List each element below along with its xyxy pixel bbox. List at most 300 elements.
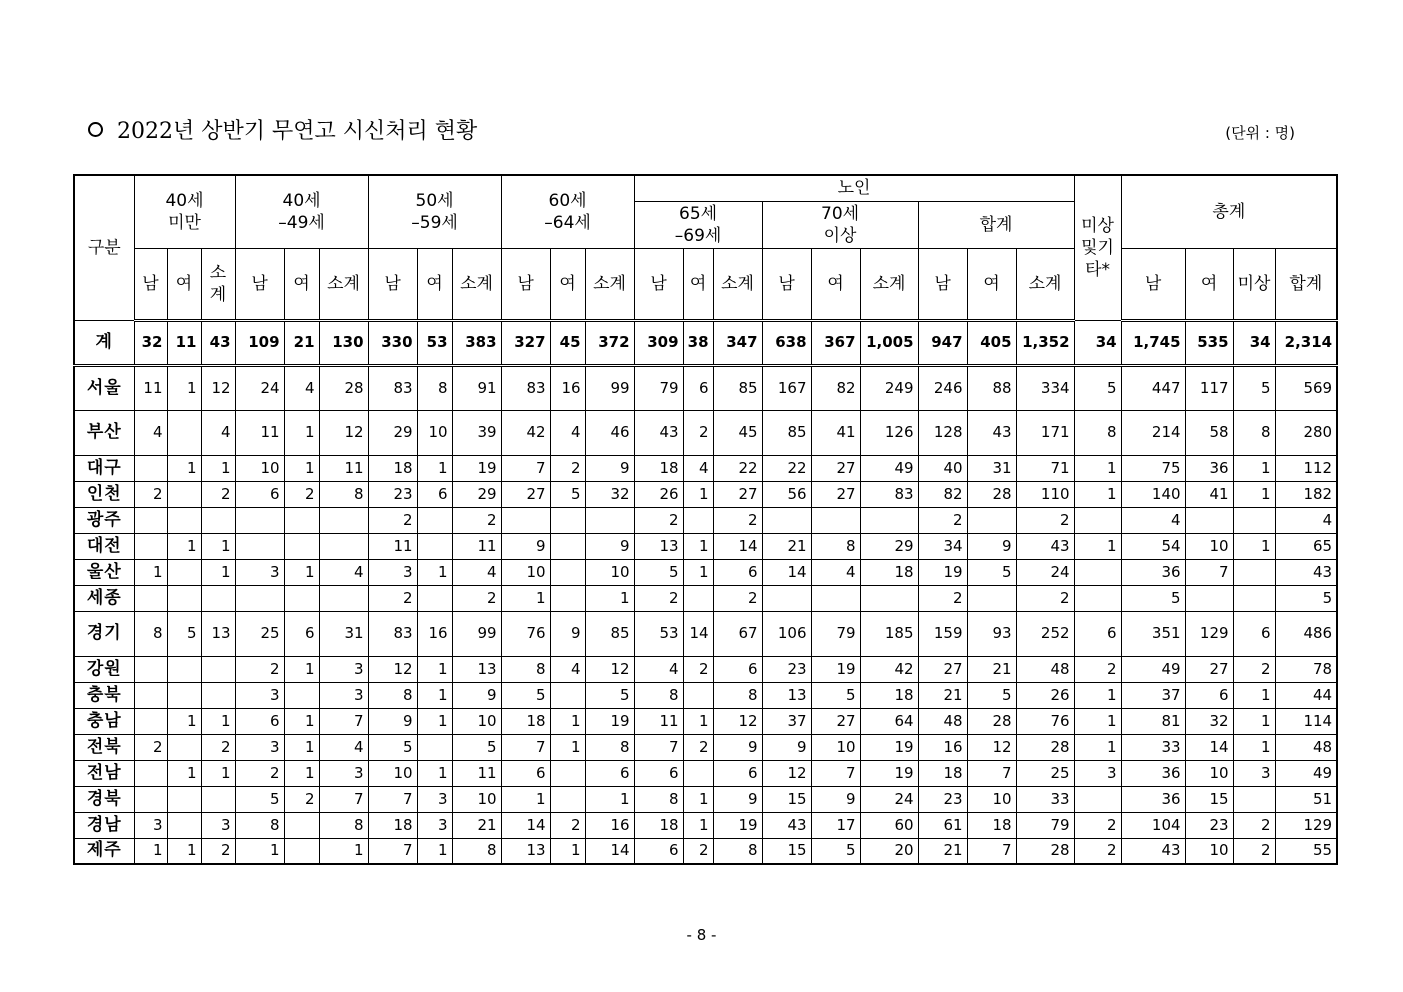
table-cell: 18: [860, 559, 918, 585]
table-cell: 24: [1016, 559, 1074, 585]
table-cell: 1: [417, 455, 452, 481]
table-cell: 58: [1185, 410, 1233, 455]
table-cell: 1: [284, 559, 319, 585]
table-cell: 5: [550, 481, 585, 507]
table-cell: 7: [967, 760, 1016, 786]
table-cell: 1: [1074, 682, 1121, 708]
table-cell: 21: [918, 682, 967, 708]
table-cell: 2: [452, 507, 501, 533]
table-cell: 2: [1074, 812, 1121, 838]
table-cell: 18: [860, 682, 918, 708]
table-cell: 1: [1074, 708, 1121, 734]
table-cell: 11: [235, 410, 284, 455]
table-cell: 61: [918, 812, 967, 838]
table-cell: 8: [417, 365, 452, 410]
table-cell: 3: [417, 786, 452, 812]
table-cell: 5: [1275, 585, 1337, 611]
table-cell: 10: [452, 708, 501, 734]
table-cell: 12: [585, 656, 634, 682]
table-cell: 2: [683, 656, 713, 682]
table-cell: 2: [368, 585, 417, 611]
table-cell: 3: [319, 760, 368, 786]
table-cell: [167, 481, 201, 507]
table-cell: 372: [585, 320, 634, 365]
table-cell: [1074, 507, 1121, 533]
table-cell: 99: [585, 365, 634, 410]
table-cell: [284, 507, 319, 533]
table-cell: [134, 507, 167, 533]
header-male: 남: [1121, 248, 1185, 320]
table-cell: 9: [585, 533, 634, 559]
table-cell: 1: [550, 838, 585, 864]
table-cell: 11: [134, 365, 167, 410]
table-cell: 1: [417, 708, 452, 734]
table-cell: [284, 533, 319, 559]
table-cell: 18: [967, 812, 1016, 838]
table-cell: 367: [811, 320, 860, 365]
table-cell: 88: [967, 365, 1016, 410]
table-cell: 7: [501, 455, 550, 481]
table-cell: 7: [368, 838, 417, 864]
table-cell: 21: [284, 320, 319, 365]
header-male: 남: [368, 248, 417, 320]
table-cell: 3: [319, 656, 368, 682]
table-cell: 10: [1185, 838, 1233, 864]
table-cell: 6: [1074, 611, 1121, 656]
table-cell: 8: [713, 838, 762, 864]
row-header: 계: [74, 320, 134, 365]
table-cell: 44: [1275, 682, 1337, 708]
table-row: [74, 611, 1337, 656]
table-cell: 1: [167, 365, 201, 410]
table-cell: 27: [811, 708, 860, 734]
table-cell: 64: [860, 708, 918, 734]
header-subtotal: 소계: [319, 248, 368, 320]
header-female: 여: [417, 248, 452, 320]
table-cell: 2: [1016, 507, 1074, 533]
table-cell: 4: [550, 410, 585, 455]
table-cell: 6: [634, 760, 683, 786]
row-header: 광주: [74, 507, 134, 533]
table-cell: 10: [235, 455, 284, 481]
table-cell: 8: [319, 481, 368, 507]
table-cell: 10: [1185, 533, 1233, 559]
table-cell: 486: [1275, 611, 1337, 656]
table-cell: [683, 507, 713, 533]
table-cell: 53: [417, 320, 452, 365]
table-cell: 1: [319, 838, 368, 864]
table-cell: 28: [967, 708, 1016, 734]
table-cell: 1: [201, 455, 235, 481]
table-cell: [201, 507, 235, 533]
table-cell: [201, 656, 235, 682]
table-cell: 33: [1016, 786, 1074, 812]
table-cell: 1: [417, 559, 452, 585]
table-cell: 2: [550, 455, 585, 481]
table-cell: 1: [683, 559, 713, 585]
table-cell: 8: [134, 611, 167, 656]
header-male: 남: [235, 248, 284, 320]
table-cell: 31: [319, 611, 368, 656]
table-cell: 6: [235, 708, 284, 734]
table-cell: 110: [1016, 481, 1074, 507]
table-cell: 13: [501, 838, 550, 864]
table-cell: [550, 786, 585, 812]
table-cell: 13: [634, 533, 683, 559]
table-cell: 85: [585, 611, 634, 656]
table-cell: 83: [368, 365, 417, 410]
table-cell: 10: [368, 760, 417, 786]
table-cell: 15: [1185, 786, 1233, 812]
row-header: 인천: [74, 481, 134, 507]
table-cell: 3: [235, 734, 284, 760]
table-cell: [134, 760, 167, 786]
table-cell: 65: [1275, 533, 1337, 559]
table-cell: 49: [1275, 760, 1337, 786]
table-cell: 8: [235, 812, 284, 838]
table-cell: [235, 585, 284, 611]
table-cell: 12: [762, 760, 811, 786]
table-cell: 25: [1016, 760, 1074, 786]
table-cell: 114: [1275, 708, 1337, 734]
table-cell: 19: [452, 455, 501, 481]
table-cell: 43: [762, 812, 811, 838]
header-female: 여: [683, 248, 713, 320]
table-cell: 4: [634, 656, 683, 682]
table-cell: 2: [683, 734, 713, 760]
table-cell: 535: [1185, 320, 1233, 365]
table-cell: 42: [860, 656, 918, 682]
table-cell: [1074, 585, 1121, 611]
header-elderly-sum: 합계: [918, 201, 1074, 248]
row-header: 제주: [74, 838, 134, 864]
table-cell: 15: [762, 786, 811, 812]
table-cell: 1: [167, 455, 201, 481]
table-cell: 6: [417, 481, 452, 507]
table-cell: [811, 507, 860, 533]
table-cell: 109: [235, 320, 284, 365]
table-cell: 12: [319, 410, 368, 455]
table-cell: 27: [1185, 656, 1233, 682]
table-row: [74, 559, 1337, 585]
header-male: 남: [762, 248, 811, 320]
table-cell: 19: [860, 760, 918, 786]
table-cell: 5: [811, 682, 860, 708]
table-cell: 6: [713, 559, 762, 585]
table-cell: [134, 656, 167, 682]
table-cell: 1: [585, 585, 634, 611]
table-cell: 5: [1121, 585, 1185, 611]
header-gubun: 구분: [74, 175, 134, 320]
table-cell: 12: [967, 734, 1016, 760]
table-cell: 5: [368, 734, 417, 760]
table-cell: 60: [860, 812, 918, 838]
table-cell: 43: [967, 410, 1016, 455]
table-cell: 83: [368, 611, 417, 656]
table-cell: 3: [134, 812, 167, 838]
table-cell: 8: [811, 533, 860, 559]
table-cell: [319, 507, 368, 533]
table-cell: 1: [1074, 533, 1121, 559]
circle-bullet-icon: [88, 122, 103, 137]
table-cell: 1,745: [1121, 320, 1185, 365]
table-cell: 2: [683, 410, 713, 455]
table-cell: 13: [762, 682, 811, 708]
table-cell: 43: [1016, 533, 1074, 559]
table-cell: 1: [585, 786, 634, 812]
table-cell: 2: [201, 734, 235, 760]
table-cell: 3: [235, 682, 284, 708]
table-cell: 29: [452, 481, 501, 507]
table-cell: 1: [167, 838, 201, 864]
table-cell: 15: [762, 838, 811, 864]
table-cell: [284, 682, 319, 708]
table-cell: 20: [860, 838, 918, 864]
header-unknown: 미상: [1233, 248, 1275, 320]
table-cell: 25: [235, 611, 284, 656]
table-cell: 9: [967, 533, 1016, 559]
table-cell: 330: [368, 320, 417, 365]
table-cell: 2: [713, 507, 762, 533]
table-cell: [167, 682, 201, 708]
table-cell: 28: [967, 481, 1016, 507]
table-cell: 11: [167, 320, 201, 365]
table-cell: 71: [1016, 455, 1074, 481]
header-female: 여: [284, 248, 319, 320]
table-cell: 79: [1016, 812, 1074, 838]
table-cell: 82: [811, 365, 860, 410]
table-cell: 1: [201, 533, 235, 559]
table-cell: [585, 507, 634, 533]
table-cell: 85: [762, 410, 811, 455]
table-cell: 19: [713, 812, 762, 838]
header-subtotal: 소계: [713, 248, 762, 320]
table-cell: [501, 507, 550, 533]
table-cell: 6: [634, 838, 683, 864]
table-cell: 10: [452, 786, 501, 812]
table-cell: 2: [284, 481, 319, 507]
table-cell: 51: [1275, 786, 1337, 812]
header-female: 여: [811, 248, 860, 320]
table-row: [74, 481, 1337, 507]
table-cell: 569: [1275, 365, 1337, 410]
page-title: [88, 114, 477, 145]
table-cell: [550, 760, 585, 786]
table-cell: 8: [585, 734, 634, 760]
table-cell: 17: [811, 812, 860, 838]
table-cell: 4: [811, 559, 860, 585]
table-cell: 9: [501, 533, 550, 559]
table-cell: 78: [1275, 656, 1337, 682]
header-male: 남: [134, 248, 167, 320]
table-cell: 2: [134, 481, 167, 507]
unit-label: (단위 : 명): [1225, 124, 1295, 142]
table-cell: 3: [319, 682, 368, 708]
table-cell: [284, 838, 319, 864]
header-60-64: 60세 –64세: [501, 175, 634, 248]
table-cell: 18: [368, 455, 417, 481]
table-cell: 22: [713, 455, 762, 481]
table-cell: 27: [713, 481, 762, 507]
table-row: [74, 455, 1337, 481]
table-cell: [417, 734, 452, 760]
table-cell: [1233, 507, 1275, 533]
table-cell: 246: [918, 365, 967, 410]
header-subtotal: 소계: [201, 248, 235, 320]
table-row: [74, 533, 1337, 559]
table-cell: 5: [235, 786, 284, 812]
table-cell: 2: [634, 507, 683, 533]
table-cell: 8: [1074, 410, 1121, 455]
table-row: [74, 507, 1337, 533]
table-cell: 3: [417, 812, 452, 838]
table-cell: 14: [501, 812, 550, 838]
table-cell: 36: [1121, 786, 1185, 812]
table-cell: 1: [1074, 481, 1121, 507]
table-cell: [417, 507, 452, 533]
table-cell: 48: [1275, 734, 1337, 760]
table-cell: 1: [284, 455, 319, 481]
table-cell: 405: [967, 320, 1016, 365]
table-cell: 33: [1121, 734, 1185, 760]
table-cell: 19: [918, 559, 967, 585]
table-cell: 1: [134, 559, 167, 585]
table-cell: [134, 533, 167, 559]
table-cell: 54: [1121, 533, 1185, 559]
table-cell: 9: [368, 708, 417, 734]
table-cell: 46: [585, 410, 634, 455]
table-cell: [284, 585, 319, 611]
table-row: [74, 656, 1337, 682]
table-cell: 4: [1121, 507, 1185, 533]
table-cell: [167, 585, 201, 611]
row-header: 대구: [74, 455, 134, 481]
header-subtotal: 소계: [585, 248, 634, 320]
table-cell: 6: [284, 611, 319, 656]
table-cell: [167, 559, 201, 585]
table-cell: [1074, 786, 1121, 812]
table-cell: 1: [1074, 734, 1121, 760]
table-cell: 10: [585, 559, 634, 585]
table-cell: 3: [235, 559, 284, 585]
table-cell: 1: [501, 786, 550, 812]
table-cell: 1: [417, 760, 452, 786]
table-cell: 126: [860, 410, 918, 455]
table-cell: 5: [585, 682, 634, 708]
table-cell: [167, 410, 201, 455]
table-cell: 21: [452, 812, 501, 838]
table-cell: [417, 585, 452, 611]
header-unknown-other: 미상및기타*: [1074, 175, 1121, 320]
table-cell: [167, 507, 201, 533]
table-cell: [1233, 786, 1275, 812]
table-cell: 23: [368, 481, 417, 507]
table-cell: 2: [201, 838, 235, 864]
table-cell: 23: [918, 786, 967, 812]
table-cell: 1: [1233, 682, 1275, 708]
row-header: 강원: [74, 656, 134, 682]
table-cell: 8: [713, 682, 762, 708]
table-cell: 13: [201, 611, 235, 656]
table-cell: 1: [1233, 734, 1275, 760]
table-cell: 39: [452, 410, 501, 455]
row-header: 부산: [74, 410, 134, 455]
table-cell: 32: [134, 320, 167, 365]
header-70-plus: 70세 이상: [762, 201, 918, 248]
header-male: 남: [918, 248, 967, 320]
table-cell: 2: [1074, 838, 1121, 864]
table-cell: 36: [1121, 559, 1185, 585]
table-cell: 2: [452, 585, 501, 611]
statistics-table: [73, 174, 1338, 865]
table-cell: 26: [1016, 682, 1074, 708]
table-cell: 27: [811, 481, 860, 507]
page-number: - 8 -: [686, 926, 717, 944]
table-cell: 76: [501, 611, 550, 656]
table-cell: [860, 585, 918, 611]
header-subtotal: 소계: [452, 248, 501, 320]
table-cell: [284, 812, 319, 838]
table-cell: 185: [860, 611, 918, 656]
table-cell: 447: [1121, 365, 1185, 410]
table-cell: 7: [634, 734, 683, 760]
table-cell: 3: [1233, 760, 1275, 786]
table-cell: 49: [1121, 656, 1185, 682]
table-cell: [167, 734, 201, 760]
table-cell: 13: [452, 656, 501, 682]
table-cell: 22: [762, 455, 811, 481]
table-cell: 18: [634, 812, 683, 838]
row-header: 울산: [74, 559, 134, 585]
table-cell: 8: [319, 812, 368, 838]
table-cell: [762, 507, 811, 533]
table-cell: 4: [550, 656, 585, 682]
table-row: [74, 365, 1337, 410]
table-cell: 280: [1275, 410, 1337, 455]
table-cell: [550, 682, 585, 708]
table-cell: 4: [284, 365, 319, 410]
table-cell: 6: [683, 365, 713, 410]
header-male: 남: [501, 248, 550, 320]
table-cell: [167, 656, 201, 682]
table-cell: 24: [235, 365, 284, 410]
table-cell: 8: [501, 656, 550, 682]
row-header: 전남: [74, 760, 134, 786]
row-header: 대전: [74, 533, 134, 559]
table-cell: 1: [284, 760, 319, 786]
table-cell: 6: [713, 760, 762, 786]
table-cell: [683, 682, 713, 708]
table-cell: [967, 507, 1016, 533]
table-cell: 2: [134, 734, 167, 760]
table-cell: 81: [1121, 708, 1185, 734]
table-cell: 18: [634, 455, 683, 481]
table-cell: 21: [967, 656, 1016, 682]
table-cell: 3: [368, 559, 417, 585]
table-cell: 327: [501, 320, 550, 365]
table-cell: 8: [452, 838, 501, 864]
table-cell: [550, 533, 585, 559]
table-cell: 2: [1233, 656, 1275, 682]
table-cell: 27: [918, 656, 967, 682]
table-cell: 14: [683, 611, 713, 656]
header-subtotal: 소계: [1016, 248, 1074, 320]
table-cell: 18: [501, 708, 550, 734]
table-cell: [1233, 559, 1275, 585]
table-cell: 6: [713, 656, 762, 682]
table-cell: 19: [811, 656, 860, 682]
table-cell: 21: [762, 533, 811, 559]
